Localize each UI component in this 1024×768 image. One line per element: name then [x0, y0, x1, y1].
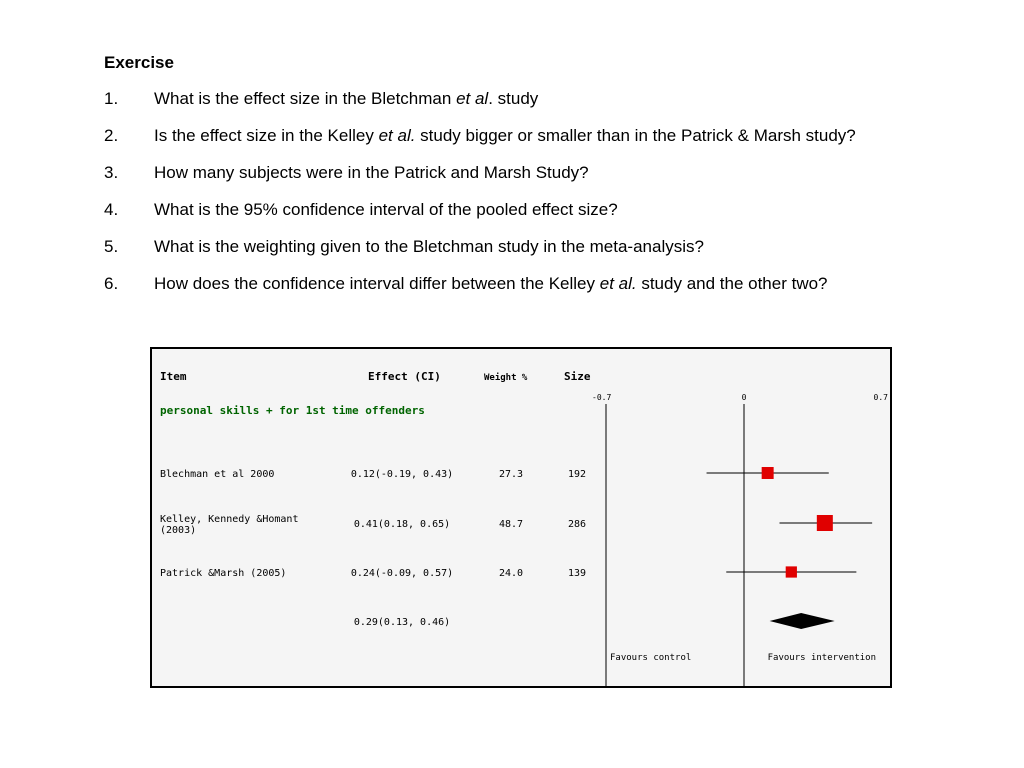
question-text-italic: et al: [456, 89, 489, 108]
axis-tick-label: -0.7: [592, 393, 612, 402]
question-number: 2.: [104, 126, 119, 145]
study-effect-ci: 0.24(-0.09, 0.57): [350, 568, 454, 579]
favours-control-label: Favours control: [610, 653, 692, 663]
question-number: 1.: [104, 89, 119, 108]
column-header-weight: Weight %: [484, 373, 528, 383]
question-item: [104, 162, 984, 184]
exercise-section: [104, 52, 984, 310]
question-item: [104, 88, 984, 110]
study-size: 192: [567, 469, 587, 480]
question-text-italic: et al.: [599, 274, 637, 293]
question-text: What is the weighting given to the Bletchman study in the meta-analysis?: [154, 237, 704, 256]
study-name: Patrick &Marsh (2005): [160, 568, 287, 579]
question-item: [104, 125, 984, 147]
question-number: 3.: [104, 163, 119, 182]
question-text: How many subjects were in the Patrick and Marsh Study?: [154, 163, 589, 182]
study-size: 286: [567, 519, 587, 530]
effect-marker: [762, 467, 774, 479]
study-weight: 27.3: [498, 469, 524, 480]
question-number: 4.: [104, 200, 119, 219]
pooled-effect-ci: 0.29(0.13, 0.46): [353, 617, 451, 628]
question-text: What is the 95% confidence interval of the pooled effect size?: [154, 200, 618, 219]
question-number: 6.: [104, 274, 119, 293]
study-effect-ci: 0.12(-0.19, 0.43): [350, 469, 454, 480]
study-name: Kelley, Kennedy &Homant: [160, 514, 299, 525]
question-item: [104, 273, 984, 295]
question-text: Is the effect size in the Kelley: [154, 126, 379, 145]
study-effect-ci: 0.41(0.18, 0.65): [353, 519, 451, 530]
question-text-italic: et al.: [378, 126, 416, 145]
question-text: What is the effect size in the Bletchman: [154, 89, 457, 108]
favours-intervention-label: Favours intervention: [767, 653, 876, 663]
question-item: [104, 199, 984, 221]
question-text: How does the confidence interval differ between the Kelley: [154, 274, 600, 293]
column-header-effect: Effect (CI): [368, 370, 441, 383]
exercise-heading: Exercise: [104, 53, 174, 72]
study-weight: 24.0: [498, 568, 524, 579]
question-text: study and the other two?: [636, 274, 828, 293]
column-header-item: Item: [160, 370, 187, 383]
pooled-diamond: [770, 613, 835, 629]
study-name: Blechman et al 2000: [160, 469, 275, 480]
question-number: 5.: [104, 237, 119, 256]
forest-plot-panel: [150, 347, 892, 688]
question-text: . study: [488, 89, 539, 108]
effect-marker: [817, 515, 833, 531]
axis-tick-label: 0.7: [873, 393, 888, 402]
column-header-size: Size: [564, 370, 591, 383]
question-list: [104, 88, 984, 295]
effect-marker: [786, 566, 797, 577]
forest-plot: [152, 349, 890, 686]
study-name: (2003): [160, 525, 197, 536]
question-item: [104, 236, 984, 258]
study-size: 139: [567, 568, 587, 579]
group-label: personal skills + for 1st time offenders: [160, 404, 425, 417]
study-weight: 48.7: [498, 519, 524, 530]
axis-tick-label: 0: [741, 393, 747, 402]
question-text: study bigger or smaller than in the Patrick & Marsh study?: [415, 126, 856, 145]
